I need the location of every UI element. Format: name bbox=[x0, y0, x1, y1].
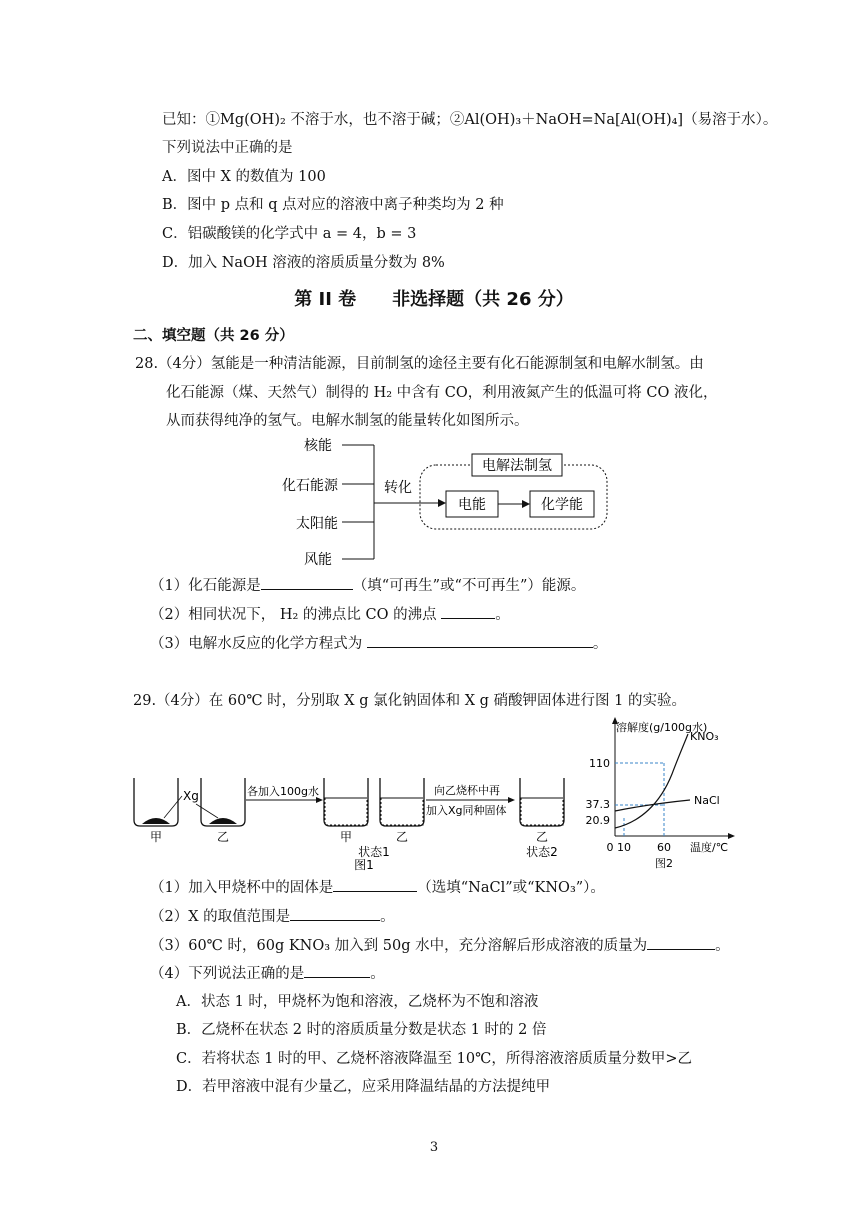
beaker-yi-state2 bbox=[520, 778, 564, 826]
pointer-line bbox=[164, 796, 182, 818]
q29-sub2 bbox=[150, 906, 395, 927]
answer-blank[interactable] bbox=[261, 575, 353, 590]
beaker-jia-state1 bbox=[324, 778, 368, 826]
y-axis-label: 溶解度(g/100g水) bbox=[616, 721, 708, 734]
q29-line1: 29.（4分）在 60℃ 时，分别取 X g 氯化钠固体和 X g 硝酸钾固体进行图 1 的实验。 bbox=[133, 693, 686, 709]
q29-option-a: A．状态 1 时，甲烧杯为饱和溶液，乙烧杯为不饱和溶液 bbox=[176, 994, 539, 1010]
q28-line2: 化石能源（煤、天然气）制得的 H₂ 中含有 CO，利用液氮产生的低温可将 CO 液化， bbox=[166, 385, 718, 401]
option-c: C．铝碳酸镁的化学式中 a = 4，b = 3 bbox=[162, 226, 417, 242]
given-conditions: 已知：①Mg(OH)₂ 不溶于水，也不溶于碱；②Al(OH)₃＋NaOH=Na[Al(OH)₄]（易溶于水）。 bbox=[162, 112, 778, 128]
q28-sub3-tail: 。 bbox=[592, 636, 608, 652]
solution-fill bbox=[325, 798, 367, 825]
q28-sub1 bbox=[150, 575, 585, 596]
figure1-caption: 图1 bbox=[354, 858, 374, 872]
step2-label-line2: 加入Xg同种固体 bbox=[426, 804, 507, 817]
x-tick-60: 60 bbox=[657, 841, 671, 854]
q29-sub3-text: （3）60℃ 时，60g KNO₃ 加入到 50g 水中，充分溶解后形成溶液的质量为 bbox=[150, 938, 648, 954]
solid-mass-label: Xg bbox=[183, 789, 199, 803]
q29-sub3-tail: 。 bbox=[715, 938, 730, 954]
q29-option-c: C．若将状态 1 时的甲、乙烧杯溶液降温至 10℃，所得溶液溶质质量分数甲>乙 bbox=[176, 1051, 692, 1067]
x-tick-10: 10 bbox=[617, 841, 631, 854]
beaker-jia-label: 甲 bbox=[149, 830, 163, 844]
beaker-jia-state1-label: 甲 bbox=[339, 830, 353, 844]
y-tick-37-3: 37.3 bbox=[585, 798, 610, 811]
q29-sub1-tail: （选填“NaCl”或“KNO₃”）。 bbox=[417, 880, 605, 896]
solution-fill bbox=[521, 798, 563, 825]
x-tick-0: 0 bbox=[606, 841, 614, 854]
q28-sub1-tail: （填“可再生”或“不可再生”）能源。 bbox=[352, 578, 586, 594]
beaker-yi-label: 乙 bbox=[216, 830, 230, 844]
figure1-beakers bbox=[128, 768, 578, 873]
kno3-label: KNO₃ bbox=[690, 730, 719, 743]
arrow-head-icon bbox=[522, 500, 530, 508]
option-b: B．图中 p 点和 q 点对应的溶液中离子种类均为 2 种 bbox=[162, 197, 504, 213]
q28-sub1-text: （1）化石能源是 bbox=[150, 578, 261, 594]
page-number: 3 bbox=[429, 1140, 439, 1155]
solid-pile bbox=[142, 818, 170, 824]
option-d: D．加入 NaOH 溶液的溶质质量分数为 8% bbox=[162, 255, 445, 271]
figure2-caption: 图2 bbox=[655, 857, 673, 870]
electric-energy-label: 电能 bbox=[458, 497, 486, 513]
option-a: A．图中 X 的数值为 100 bbox=[162, 169, 326, 185]
beaker-yi-state1 bbox=[380, 778, 424, 826]
q28-sub2-text: （2）相同状况下， H₂ 的沸点比 CO 的沸点 bbox=[150, 607, 437, 623]
arrow-head-icon bbox=[438, 499, 446, 507]
q29-sub2-tail: 。 bbox=[380, 909, 395, 925]
q28-sub2 bbox=[150, 604, 510, 625]
kno3-curve bbox=[615, 734, 688, 828]
x-axis-arrow-icon bbox=[728, 833, 735, 839]
q29-sub4-tail: 。 bbox=[370, 966, 385, 982]
q29-sub1 bbox=[150, 877, 605, 898]
step1-label: 各加入100g水 bbox=[247, 785, 319, 798]
q29-sub2-text: （2）X 的取值范围是 bbox=[150, 909, 291, 925]
part-title: 第 II 卷 非选择题（共 26 分） bbox=[294, 289, 574, 310]
arrow-head-icon bbox=[316, 797, 323, 803]
q28-sub3-text: （3）电解水反应的化学方程式为 bbox=[150, 636, 363, 652]
y-tick-110: 110 bbox=[589, 757, 610, 770]
answer-blank[interactable] bbox=[304, 963, 370, 978]
source-solar: 太阳能 bbox=[296, 516, 338, 532]
q29-option-d: D．若甲溶液中混有少量乙，应采用降温结晶的方法提纯甲 bbox=[176, 1079, 551, 1095]
q29-sub1-text: （1）加入甲烧杯中的固体是 bbox=[150, 880, 334, 896]
source-nuclear: 核能 bbox=[304, 438, 332, 454]
q28-sub3 bbox=[150, 633, 607, 654]
answer-blank[interactable] bbox=[647, 935, 715, 950]
q28-line3: 从而获得纯净的氢气。电解水制氢的能量转化如图所示。 bbox=[166, 413, 529, 429]
q28-line1: 28.（4分）氢能是一种清洁能源，目前制氢的途径主要有化石能源制氢和电解水制氢。由 bbox=[135, 356, 704, 372]
answer-blank[interactable] bbox=[441, 604, 495, 619]
nacl-label: NaCl bbox=[694, 794, 720, 807]
q29-sub3 bbox=[150, 935, 730, 956]
y-tick-20-9: 20.9 bbox=[585, 814, 610, 827]
state1-label: 状态1 bbox=[358, 845, 390, 859]
group-label: 电解法制氢 bbox=[482, 458, 552, 474]
question-stem: 下列说法中正确的是 bbox=[162, 140, 293, 156]
q29-option-b: B．乙烧杯在状态 2 时的溶质质量分数是状态 1 时的 2 倍 bbox=[176, 1022, 547, 1038]
x-axis-label: 温度/℃ bbox=[690, 841, 729, 854]
answer-blank[interactable] bbox=[333, 877, 417, 892]
beaker-yi-state2-label: 乙 bbox=[535, 830, 549, 844]
beaker-yi-state1-label: 乙 bbox=[395, 830, 409, 844]
source-fossil: 化石能源 bbox=[282, 478, 338, 494]
chemical-energy-label: 化学能 bbox=[541, 497, 583, 513]
q29-sub4 bbox=[150, 963, 385, 984]
solid-pile bbox=[209, 818, 237, 824]
q29-sub4-text: （4）下列说法正确的是 bbox=[150, 966, 305, 982]
source-wind: 风能 bbox=[304, 552, 332, 568]
answer-blank[interactable] bbox=[367, 633, 593, 648]
figure2-solubility-chart bbox=[580, 714, 750, 874]
q28-sub2-tail: 。 bbox=[495, 607, 510, 623]
pointer-line bbox=[196, 804, 218, 818]
arrow-head-icon bbox=[508, 797, 515, 803]
answer-blank[interactable] bbox=[290, 906, 380, 921]
solution-fill bbox=[381, 798, 423, 825]
state2-label: 状态2 bbox=[526, 845, 558, 859]
convert-label: 转化 bbox=[384, 480, 412, 496]
step2-label-line1: 向乙烧杯中再 bbox=[434, 784, 500, 797]
section-title: 二、填空题（共 26 分） bbox=[133, 328, 294, 344]
energy-diagram bbox=[270, 432, 620, 572]
